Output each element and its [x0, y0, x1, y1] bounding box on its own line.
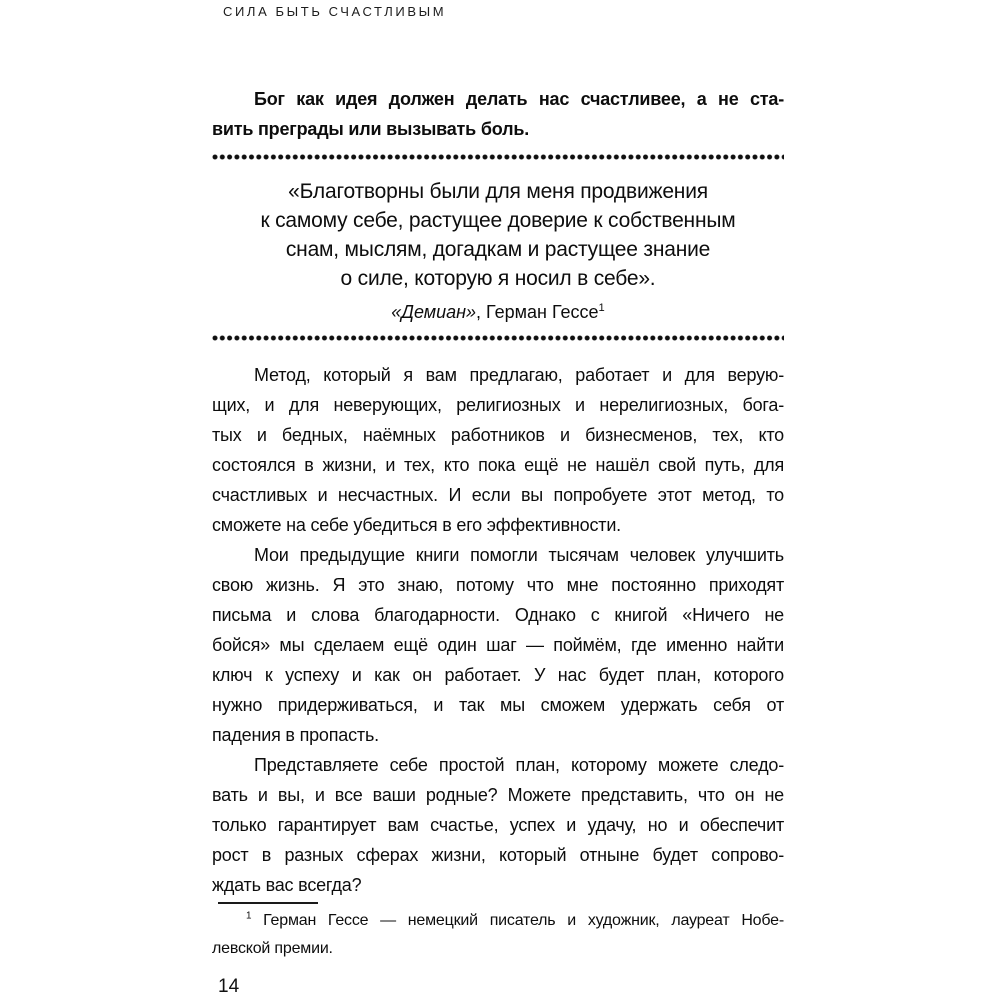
body-line: падения в пропасть.	[212, 725, 379, 745]
footnote-line	[212, 907, 784, 935]
body-line: тых и бедных, наёмных работников и бизнесменов, тех, кто	[212, 425, 784, 445]
quote-line: о силе, которую я носил в себе».	[340, 267, 656, 290]
dotted-separator-top	[212, 154, 784, 160]
body-text	[212, 360, 784, 900]
paragraph-1	[212, 360, 784, 540]
body-line: ключ к успеху и как он работает. У нас будет план, которого	[212, 665, 784, 685]
quote-line: «Благотворны были для меня продвижения	[288, 180, 708, 203]
quote-attribution	[212, 299, 784, 325]
body-line: Представляете себе простой план, которому можете следо-	[254, 755, 784, 775]
body-line: щих, и для неверующих, религиозных и нерелигиозных, бога-	[212, 395, 784, 415]
body-line: свою жизнь. Я это знаю, потому что мне постоянно приходят	[212, 575, 784, 595]
body-line: письма и слова благодарности. Однако с книгой «Ничего не	[212, 605, 784, 625]
footnote-line: левской премии.	[212, 940, 333, 957]
lead-line: вить преграды или вызывать боль.	[212, 119, 530, 139]
quote-line: к самому себе, растущее доверие к собственным	[260, 209, 736, 232]
epigraph-quote	[212, 177, 784, 293]
body-line: счастливых и несчастных. И если вы попробуете этот метод, то	[212, 485, 784, 505]
quote-line: снам, мыслям, догадкам и растущее знание	[285, 238, 711, 261]
body-line: только гарантирует вам счастье, успех и удачу, но и обеспечит	[212, 815, 784, 835]
footnote-reference-mark: 1	[598, 302, 605, 314]
page-number: 14	[218, 976, 240, 997]
body-line: вать и вы, и все ваши родные? Можете представить, что он не	[212, 785, 784, 805]
body-line: ждать вас всегда?	[212, 875, 362, 895]
quote-author: , Герман Гессе	[476, 302, 599, 322]
body-line: состоялся в жизни, и тех, кто пока ещё не нашёл свой путь, для	[212, 455, 784, 475]
lead-statement	[212, 84, 784, 144]
lead-line: Бог как идея должен делать нас счастливее, а не ста-	[254, 89, 784, 109]
footnote-rule	[218, 902, 318, 904]
body-line: нужно придерживаться, и так мы сможем удержать себя от	[212, 695, 784, 715]
paragraph-3	[212, 750, 784, 900]
paragraph-2	[212, 540, 784, 750]
body-line: сможете на себе убедиться в его эффективности.	[212, 515, 621, 535]
footnote-number: 1	[246, 910, 252, 922]
body-line: бойся» мы сделаем ещё один шаг — поймём, где именно найти	[212, 635, 784, 655]
footnote-text: Герман Гессе — немецкий писатель и художник, лауреат Нобе-	[263, 912, 784, 929]
body-line: Метод, который я вам предлагаю, работает и для верую-	[254, 365, 784, 385]
dotted-separator-bottom	[212, 335, 784, 341]
footnote	[212, 907, 784, 963]
running-head: СИЛА БЫТЬ СЧАСТЛИВЫМ	[223, 4, 447, 19]
quote-source: «Демиан»	[391, 302, 477, 322]
body-line: Мои предыдущие книги помогли тысячам человек улучшить	[254, 545, 784, 565]
body-line: рост в разных сферах жизни, который отныне будет сопрово-	[212, 845, 784, 865]
